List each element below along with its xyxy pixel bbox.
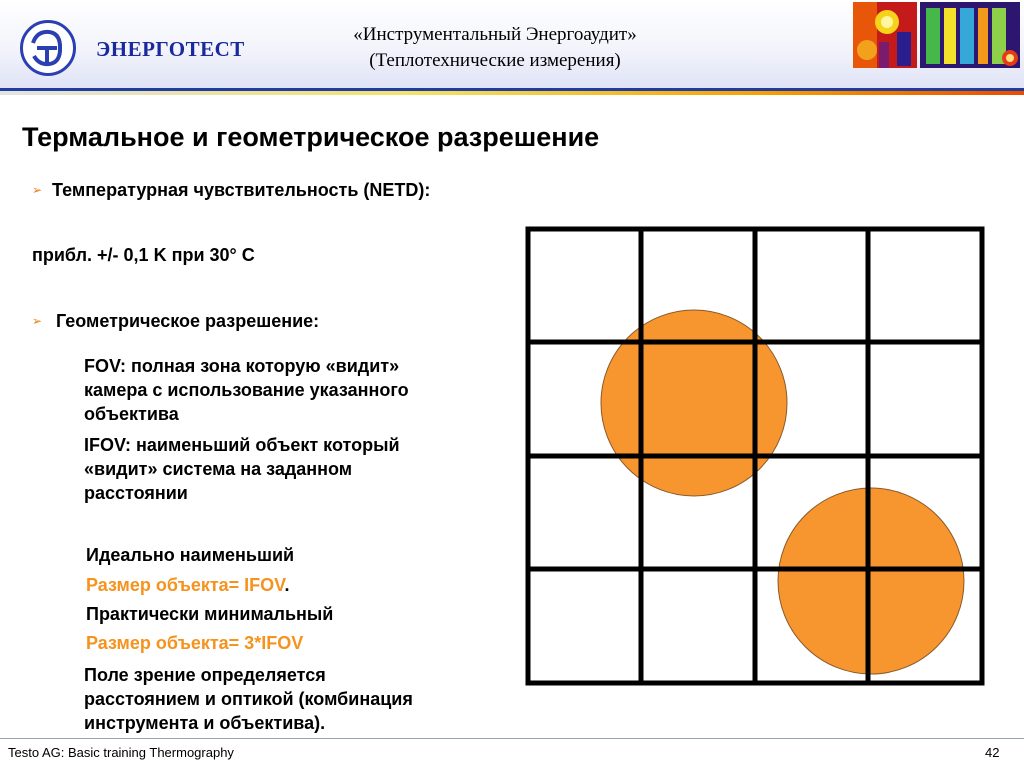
fov-description [84, 354, 409, 426]
ifov-line: расстоянии [84, 483, 188, 503]
ideal-size-line [86, 573, 290, 597]
bullet-arrow-icon: ➢ [32, 314, 43, 328]
page-number: 42 [985, 745, 1000, 760]
practical-label: Практически минимальный [86, 604, 334, 624]
header-title [280, 22, 710, 74]
energotest-logo-icon [20, 20, 76, 76]
header-title-line2: (Теплотехнические измерения) [369, 50, 621, 71]
ideal-size: Размер объекта= IFOV [86, 575, 285, 595]
fov-line: FOV: полная зона которую «видит» [84, 356, 400, 376]
fov-definition-line: инструмента и объектива). [84, 713, 326, 733]
header-title-line1: «Инструментальный Энергоаудит» [353, 24, 637, 45]
header-gradient-divider [0, 91, 1024, 95]
slide-title: Термальное и геометрическое разрешение [22, 122, 600, 152]
netd-value: прибл. +/- 0,1 K при 30° C [32, 245, 255, 265]
ifov-description [84, 433, 400, 505]
header-bar [0, 0, 1024, 88]
ifov-object-circle-large [778, 488, 964, 674]
netd-bullet: Температурная чувствительность (NETD): [52, 180, 431, 200]
ideal-period: . [284, 575, 290, 595]
footer-text: Testo AG: Basic training Thermography [8, 745, 234, 760]
footer-divider [0, 738, 1024, 739]
brand-name: ЭНЕРГОТЕСТ [96, 37, 245, 61]
ifov-grid-diagram [525, 226, 985, 688]
fov-definition [84, 663, 413, 735]
fov-line: объектива [84, 404, 179, 424]
fov-definition-line: расстоянием и оптикой (комбинация [84, 689, 413, 709]
fov-line: камера с использование указанного [84, 380, 409, 400]
fov-definition-line: Поле зрение определяется [84, 665, 326, 685]
thermal-image-right [920, 2, 1020, 68]
geometric-resolution-bullet: Геометрическое разрешение: [56, 311, 320, 331]
practical-size: Размер объекта= 3*IFOV [86, 633, 304, 653]
bullet-arrow-icon: ➢ [32, 183, 43, 197]
ifov-object-circle-small [601, 310, 787, 496]
thermal-image-left [853, 2, 917, 68]
ifov-line: IFOV: наименьший объект который [84, 435, 400, 455]
ifov-line: «видит» система на заданном [84, 459, 353, 479]
ideal-label: Идеально наименьший [86, 545, 295, 565]
